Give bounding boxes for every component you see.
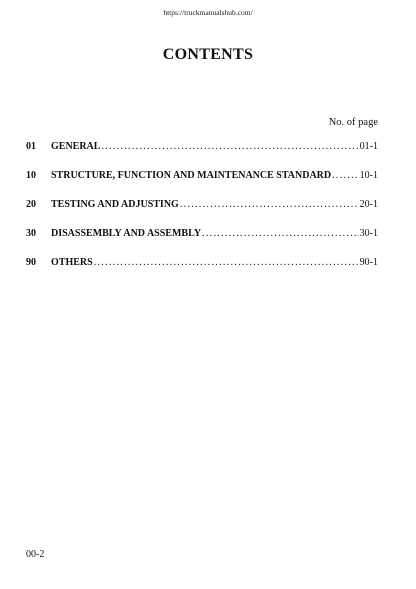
toc-section-number: 20 (26, 199, 36, 210)
toc-dot-leader (332, 170, 359, 181)
page-title: CONTENTS (162, 46, 254, 63)
header-url[interactable]: https://truckmanualshub.com/ (163, 8, 253, 17)
table-of-contents (26, 141, 378, 286)
toc-entry-testing (26, 199, 378, 215)
toc-entry-disassembly (26, 228, 378, 244)
toc-entry-structure (26, 170, 378, 186)
toc-entry-general (26, 141, 378, 157)
toc-section-title: DISASSEMBLY AND ASSEMBLY (51, 228, 202, 239)
page-number-column-header: No. of page (328, 117, 378, 128)
toc-section-title: GENERAL (51, 141, 101, 152)
toc-section-title: TESTING AND ADJUSTING (51, 199, 179, 210)
toc-page-number: 10-1 (359, 170, 378, 181)
toc-section-number: 90 (26, 257, 36, 268)
toc-page-number: 20-1 (359, 199, 378, 210)
toc-page-number: 90-1 (359, 257, 378, 268)
toc-dot-leader (180, 199, 359, 210)
toc-dot-leader (202, 228, 359, 239)
toc-section-number: 01 (26, 141, 36, 152)
toc-section-title: OTHERS (51, 257, 93, 268)
toc-entry-others (26, 257, 378, 273)
toc-section-title: STRUCTURE, FUNCTION AND MAINTENANCE STANDARD (51, 170, 332, 181)
toc-dot-leader (101, 141, 358, 152)
toc-section-number: 30 (26, 228, 36, 239)
toc-dot-leader (94, 257, 359, 268)
footer-page-number: 00-2 (26, 549, 45, 560)
toc-page-number: 01-1 (359, 141, 378, 152)
toc-section-number: 10 (26, 170, 36, 181)
toc-page-number: 30-1 (359, 228, 378, 239)
